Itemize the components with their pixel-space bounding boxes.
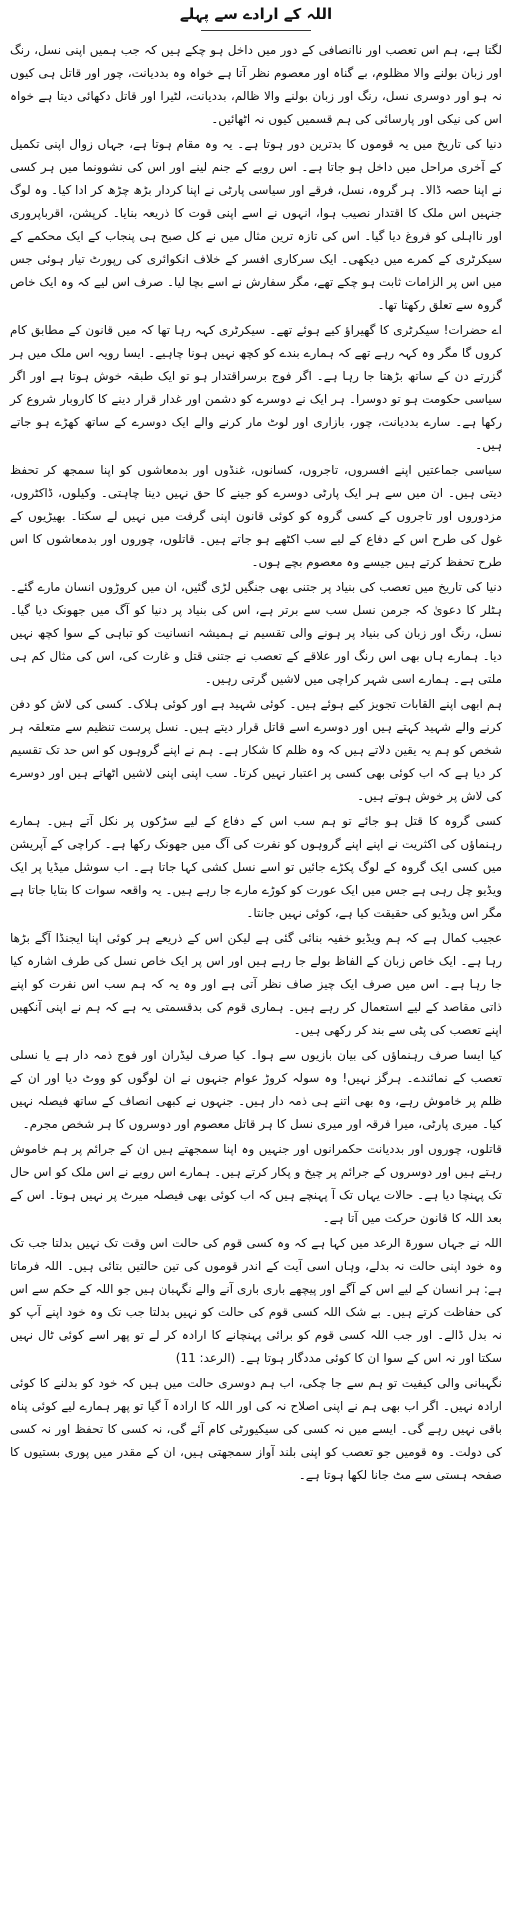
article-paragraph: لگتا ہے، ہم اس تعصب اور ناانصافی کے دور میں داخل ہو چکے ہیں کہ جب ہمیں اپنی نسل، رنگ اور زبان بولنے والا مظلوم، بے گناہ اور معصوم نظر آتا ہے خواہ وہ بددیانت، چور اور قاتل ہی کیوں نہ ہو اور دوسری نسل، رنگ اور زبان بولنے والا ظالم، بددیانت، لٹیرا اور قاتل دکھائی دیتا ہے خواہ اس کی نیکی اور پارسائی کی ہم قسمیں کیوں نہ اٹھائیں۔: [10, 43, 502, 126]
headline-divider: [201, 30, 311, 31]
article-paragraph: نگہبانی والی کیفیت تو ہم سے جا چکی، اب ہم دوسری حالت میں ہیں کہ خود کو بدلنے کا کوئی ارادہ نہیں۔ اگر اب بھی ہم نے اپنی اصلاح نہ کی اور اللہ کا ارادہ آ گیا تو پھر ہمارے لیے کوئی پناہ باقی نہیں رہے گی۔ ایسے میں نہ کسی کی سیکیورٹی کام آئے گی، نہ کسی کا تحفظ اور نہ کسی کی دولت۔ وہ قومیں جو تعصب کو اپنی بلند آواز سمجھتی ہیں، ان کے مقدر میں پوری بستیوں کا صفحہ ہستی سے مٹ جانا لکھا ہوتا ہے۔: [10, 1376, 502, 1482]
article-paragraph: دنیا کی تاریخ میں تعصب کی بنیاد پر جتنی بھی جنگیں لڑی گئیں، ان میں کروڑوں انسان مارے گئے۔ ہٹلر کا دعویٰ کہ جرمن نسل سب سے برتر ہے، اس کی بنیاد پر دنیا کو آگ میں جھونک دیا گیا۔ نسل، رنگ اور زبان کی بنیاد پر ہونے والی تقسیم نے ہمیشہ انسانیت کو تباہی کے سوا کچھ نہیں دیا۔ ہمارے ہاں بھی اس رنگ اور علاقے کے تعصب نے جتنی قتل و غارت کی، اس کی مثال کم ہی ملتی ہے۔ ہمارے اسی شہر کراچی میں لاشیں گرتی رہیں۔: [10, 580, 502, 686]
article-paragraph: کسی گروہ کا قتل ہو جائے تو ہم سب اس کے دفاع کے لیے سڑکوں پر نکل آتے ہیں۔ ہمارے رہنماؤں کی اکثریت نے اپنے اپنے گروہوں کو نفرت کی آگ میں جھونک رکھا ہے۔ کراچی کے آپریشن میں کسی ایک گروہ کے لوگ پکڑے جائیں تو اسے نسل کشی کہا جاتا ہے۔ اب سوشل میڈیا پر ایک ویڈیو چل رہی ہے جس میں ایک عورت کو کوڑے مارے جا رہے ہیں۔ یہ واقعہ سوات کا بتایا جاتا ہے مگر اس ویڈیو کی حقیقت کیا ہے، کوئی نہیں جانتا۔: [10, 814, 502, 920]
article-paragraph: قاتلوں، چوروں اور بددیانت حکمرانوں اور جنہیں وہ اپنا سمجھتے ہیں ان کے جرائم پر ہم خاموش رہتے ہیں اور دوسروں کے جرائم پر چیخ و پکار کرتے ہیں۔ ہمارے اس رویے نے اس ملک کو اس حال تک پہنچا دیا ہے۔ حالات یہاں تک آ پہنچے ہیں کہ اب کوئی بھی فیصلہ میرٹ پر نہیں ہوتا۔ اس کے بعد اللہ کا قانون حرکت میں آتا ہے۔: [10, 1142, 502, 1225]
article-paragraph: سیاسی جماعتیں اپنے افسروں، تاجروں، کسانوں، غنڈوں اور بدمعاشوں کو اپنا سمجھ کر تحفظ دیتی ہیں۔ ان میں سے ہر ایک پارٹی دوسرے کو جینے کا حق نہیں دینا چاہتی۔ وکیلوں، ڈاکٹروں، مزدوروں اور تاجروں کے کسی گروہ کو کوئی قانون اپنی گرفت میں نہیں لے سکتا۔ بھیڑیوں کے غول کی طرح اس کے دفاع کے لیے سب اکٹھے ہو جاتے ہیں۔ قاتلوں، چوروں اور بدمعاشوں کا اس طرح تحفظ کرتے ہیں جیسے وہ معصوم بچے ہوں۔: [10, 463, 502, 569]
article-paragraph: کیا ایسا صرف رہنماؤں کی بیان بازیوں سے ہوا۔ کیا صرف لیڈران اور فوج ذمہ دار ہے یا نسلی تعصب کے نمائندے۔ ہرگز نہیں! وہ سولہ کروڑ عوام جنہوں نے ان لوگوں کو ووٹ دیا اور ان کے ظلم پر خاموش رہے، وہ بھی اتنے ہی ذمہ دار ہیں۔ جنہوں نے کبھی انصاف کے ساتھ فیصلہ نہیں کیا۔ میری پارٹی، میرا فرقہ اور میری نسل کا ہر قاتل معصوم اور دوسروں کا ہر شخص مجرم۔: [10, 1048, 502, 1131]
article-paragraph: عجیب کمال ہے کہ ہم ویڈیو خفیہ بنائی گئی ہے لیکن اس کے ذریعے ہر کوئی اپنا ایجنڈا آگے بڑھا رہا ہے۔ ایک خاص زبان کے الفاظ بولے جا رہے ہیں اور اس پر ایک خاص نسل کی طرف اشارہ کیا جا رہا ہے۔ اس میں صرف ایک چیز صاف نظر آتی ہے اور وہ یہ کہ ہم سب اس نفرت کو اپنے ذاتی مقاصد کے لیے استعمال کر رہے ہیں۔ ہماری قوم کی بدقسمتی یہ ہے کہ ہم نے اپنی آنکھیں اپنے تعصب کی پٹی سے بند کر رکھی ہیں۔: [10, 931, 502, 1037]
article-headline: اللہ کے ارادے سے پہلے: [179, 5, 333, 23]
article-paragraph: اے حضرات! سیکرٹری کا گھیراؤ کیے ہوئے تھے۔ سیکرٹری کہہ رہا تھا کہ میں قانون کے مطابق کام کروں گا مگر وہ کہہ رہے تھے کہ ہمارے بندے کو کچھ نہیں ہونا چاہیے۔ ایسا رویہ اس ملک میں ہر گزرتے دن کے ساتھ بڑھتا جا رہا ہے۔ اگر فوج برسراقتدار ہو تو ایک طبقہ خوش ہوتا ہے اور اگر سیاسی حکومت ہو تو دوسرا۔ ہر ایک نے دوسرے کو دشمن اور غدار قرار دینے کا کاروبار شروع کر رکھا ہے۔ سارے بددیانت، چور، بازاری اور لوٹ مار کرنے والے ایک دوسرے کے ساتھ کھڑے ہو جاتے ہیں۔: [10, 323, 502, 452]
article-paragraph: ہم ابھی اپنے القابات تجویز کیے ہوئے ہیں۔ کوئی شہید ہے اور کوئی ہلاک۔ کسی کی لاش کو دفن کرنے والے شہید کہتے ہیں اور دوسرے اسے قاتل قرار دیتے ہیں۔ نسل پرست تنظیم سے متعلقہ ہر شخص کو ہم یہ یقین دلاتے ہیں کہ وہ ظلم کا شکار ہے۔ ہم نے اپنے گروہوں کو اس حد تک تقسیم کر دیا ہے کہ اب کوئی بھی کسی پر اعتبار نہیں کرتا۔ سب اپنی اپنی لاشیں اٹھاتے ہیں اور دوسرے کی لاش پر خوش ہوتے ہیں۔: [10, 697, 502, 803]
article-paragraph: دنیا کی تاریخ میں یہ قوموں کا بدترین دور ہوتا ہے۔ یہ وہ مقام ہوتا ہے، جہاں زوال اپنی تکمیل کے آخری مراحل میں داخل ہو جاتا ہے۔ اس رویے کے جنم لینے اور اس کی نشوونما میں ہر کسی نے اپنا حصہ ڈالا۔ ہر گروہ، نسل، فرقے اور سیاسی پارٹی نے اپنا کردار بڑھ چڑھ کر ادا کیا۔ وہ لوگ جنہیں اس ملک کا اقتدار نصیب ہوا، انہوں نے اسے اپنی قوت کا ذریعہ بنایا۔ کرپشن، اقرباپروری اور نااہلی کو فروغ دیا گیا۔ اس کی تازہ ترین مثال میں نے کل صبح ہی پنجاب کے ایک محکمے کے سیکرٹری کے کمرے میں دیکھی۔ ایک سرکاری افسر کے خلاف انکوائری کی رپورٹ تیار ہوئی جس میں اس پر الزامات ثابت ہو چکے تھے، مگر سفارش نے اسے بچا لیا۔ صرف اس لیے کہ وہ ایک خاص گروہ سے تعلق رکھتا تھا۔: [10, 137, 502, 312]
article-paragraph: اللہ نے جہاں سورۃ الرعد میں کہا ہے کہ وہ کسی قوم کی حالت اس وقت تک نہیں بدلتا جب تک وہ خود اپنی حالت نہ بدلے، وہاں اسی آیت کے اندر قوموں کی تین حالتیں بتائی ہیں۔ اللہ فرماتا ہے: ہر انسان کے لیے اس کے آگے اور پیچھے باری باری آنے والے نگہبان ہیں جو اللہ کے حکم سے اس کی حفاظت کرتے ہیں۔ بے شک اللہ کسی قوم کی حالت کو نہیں بدلتا جب تک وہ خود اپنے آپ کو نہ بدل ڈالے۔ اور جب اللہ کسی قوم کو برائی پہنچانے کا ارادہ کر لے تو پھر اسے کوئی ٹال نہیں سکتا اور نہ اس کے سوا ان کا کوئی مددگار ہوتا ہے۔ (الرعد: 11): [10, 1236, 502, 1365]
article-body: [10, 39, 502, 1489]
